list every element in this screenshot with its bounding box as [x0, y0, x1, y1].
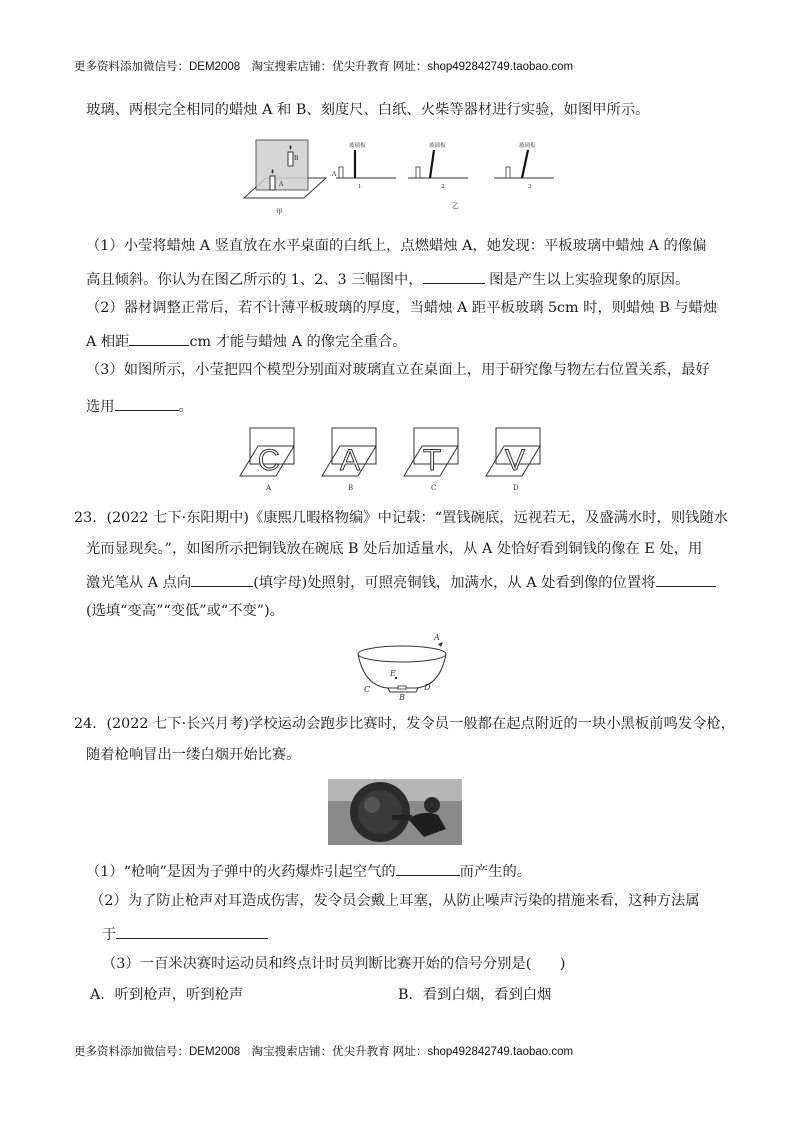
- figure-letter-models: [236, 424, 566, 496]
- model-c: [240, 428, 294, 492]
- q24-part3: （3）一百米决赛时运动员和终点计时员判断比赛开始的信号分别是( ): [102, 956, 566, 972]
- fig1-number-3: 3: [528, 184, 532, 190]
- q22-part3-text: 选用: [86, 399, 115, 415]
- figure-jia-label: 甲: [276, 208, 283, 216]
- answer-blank-5[interactable]: [656, 570, 716, 587]
- bowl-label-b: B: [399, 693, 405, 700]
- page-header: 更多资料添加微信号：DEM2008 淘宝搜索店铺：优尖升教育 网址：shop492842749.taobao.com: [74, 61, 574, 73]
- q24-part2-line2: [102, 922, 268, 945]
- fig1-number-2: 2: [441, 184, 445, 190]
- q22-part2-line2: [86, 329, 407, 352]
- starter-gun-photo: [328, 779, 462, 845]
- q23-line2: 光而显现矣。”，如图所示把铜钱放在碗底 B 处后加适量水，从 A 处恰好看到铜钱的像在 E 处，用: [86, 541, 703, 557]
- bowl-label-e: E: [390, 669, 396, 678]
- model-c-caption: A: [266, 484, 272, 492]
- candle-b-label: B: [294, 155, 299, 162]
- model-t-caption: C: [431, 484, 437, 492]
- q24-part1-text: （1）“枪响”是因为子弹中的火药爆炸引起空气的: [86, 864, 396, 880]
- q24-part2-text: 于: [102, 927, 117, 943]
- option-b[interactable]: B．看到白烟，看到白烟: [398, 987, 552, 1003]
- q24-line1: 24．(2022 七下·长兴月考)学校运动会跑步比赛时，发令员一般都在起点附近的一块小黑板前鸣发令枪，: [74, 716, 735, 732]
- model-t: [404, 428, 458, 492]
- model-t-letter: T: [423, 444, 442, 477]
- board-label-2: 玻璃板: [429, 143, 446, 149]
- q22-part2-tail: cm 才能与蜡烛 A 的像完全重合。: [189, 334, 407, 350]
- q24-line2: 随着枪响冒出一缕白烟开始比赛。: [86, 747, 301, 763]
- q22-part1-line1: （1）小莹将蜡烛 A 竖直放在水平桌面的白纸上，点燃蜡烛 A，她发现：平板玻璃中蜡烛 A 的像偏: [86, 238, 707, 254]
- q23-line3-mid: (填字母)处照射，可照亮铜钱，加满水，从 A 处看到像的位置将: [253, 575, 656, 591]
- q23-line4: (选填“变高”“变低”或“不变”)。: [86, 603, 284, 619]
- model-v-caption: D: [513, 484, 519, 492]
- page-footer: 更多资料添加微信号：DEM2008 淘宝搜索店铺：优尖升教育 网址：shop492842749.taobao.com: [74, 1046, 574, 1058]
- q22-part2-line1: （2）器材调整正常后，若不计薄平板玻璃的厚度，当蜡烛 A 距平板玻璃 5cm 时，则蜡烛 B 与蜡烛: [86, 300, 718, 316]
- q23-line1: 23．(2022 七下·东阳期中)《康熙几暇格物编》中记载：“置钱碗底，远视若无，及盛满水时，则钱随水: [74, 510, 729, 526]
- answer-blank-3[interactable]: [115, 394, 179, 411]
- model-a-letter: A: [340, 444, 361, 477]
- q24-part1-tail: 而产生的。: [459, 864, 532, 880]
- model-v: [486, 428, 540, 492]
- q24-part2-line1: （2）为了防止枪声对耳造成伤害，发令员会戴上耳塞，从防止噪声污染的措施来看，这种方法属: [90, 893, 700, 909]
- q22-part3-line1: （3）如图所示，小莹把四个模型分别面对玻璃直立在桌面上，用于研究像与物左右位置关系，最好: [86, 362, 710, 378]
- fig1-a-label: A: [332, 171, 337, 178]
- bowl-label-c: C: [364, 685, 371, 694]
- answer-blank-2[interactable]: [129, 329, 189, 346]
- answer-blank-1[interactable]: [423, 267, 485, 284]
- answer-blank-4[interactable]: [191, 570, 253, 587]
- model-c-letter: C: [258, 444, 280, 477]
- q22-part3-tail: 。: [178, 399, 193, 415]
- model-v-letter: V: [505, 444, 526, 477]
- intro-text: 玻璃、两根完全相同的蜡烛 A 和 B、刻度尺、白纸、火柴等器材进行实验，如图甲所示。: [86, 102, 650, 118]
- answer-blank-7[interactable]: [116, 922, 268, 939]
- q23-line3: [86, 570, 716, 593]
- q22-part2-text: A 相距: [86, 334, 130, 350]
- board-label-3: 玻璃板: [519, 143, 536, 149]
- fig1-number-1: 1: [358, 184, 362, 190]
- q22-part1-tail: 图是产生以上实验现象的原因。: [484, 272, 690, 288]
- bowl-label-a: A: [434, 634, 440, 642]
- board-label-1: 玻璃板: [349, 143, 366, 149]
- candle-a-label: A: [279, 181, 284, 188]
- figure-mirror-experiment: [236, 138, 566, 220]
- q22-part3-line2: [86, 394, 193, 417]
- figure-yi-label: 乙: [452, 202, 459, 210]
- q22-part1-line2: [86, 267, 689, 290]
- q24-part1: [86, 859, 531, 882]
- q23-line3-text: 激光笔从 A 点向: [86, 575, 192, 591]
- bowl-label-d: D: [424, 683, 431, 692]
- option-a[interactable]: A．听到枪声，听到枪声: [90, 987, 244, 1003]
- figure-bowl: [354, 634, 454, 700]
- model-a-caption: B: [348, 484, 354, 492]
- answer-blank-6[interactable]: [396, 859, 460, 876]
- model-a: [322, 428, 376, 492]
- q22-part1-text: 高且倾斜。你认为在图乙所示的 1、2、3 三幅图中，: [86, 272, 423, 288]
